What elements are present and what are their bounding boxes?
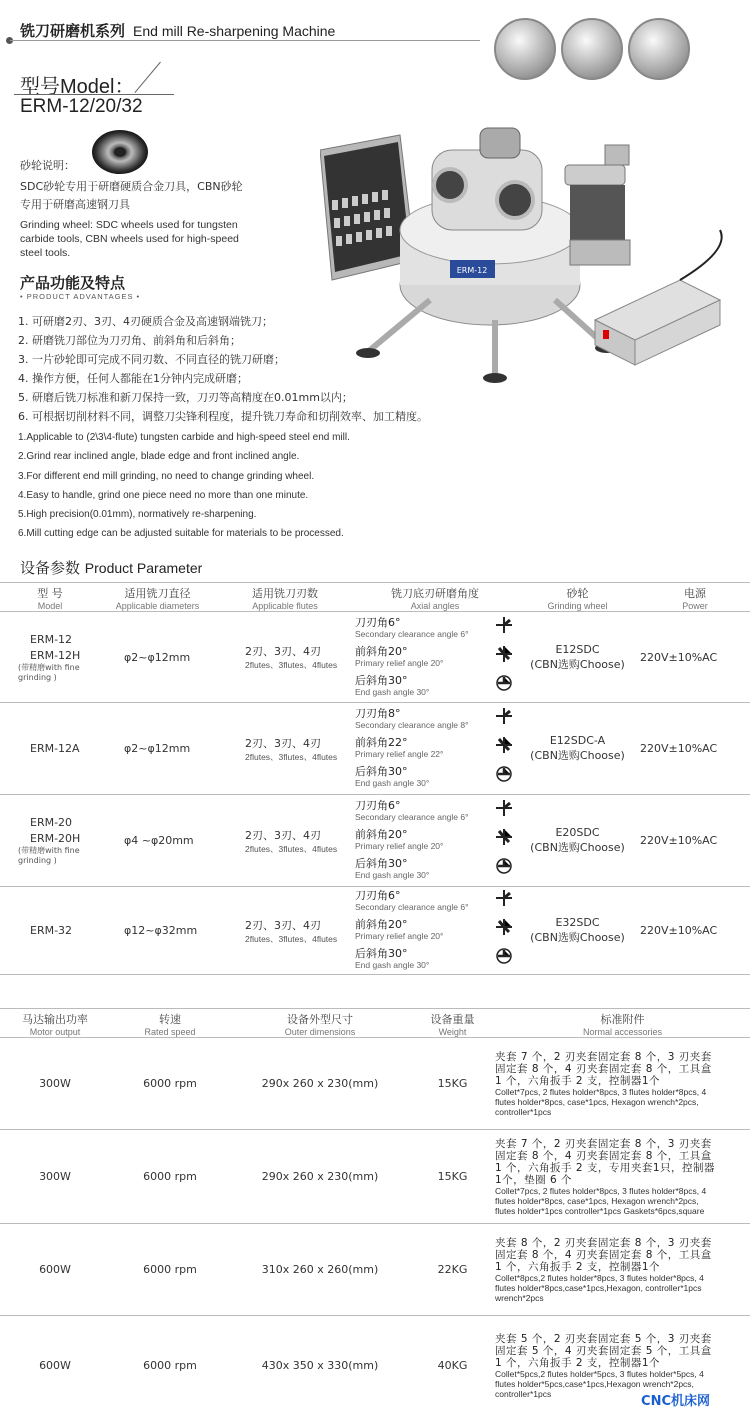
list-item: 4.Easy to handle, grind one piece need no more than one minute. (18, 489, 309, 501)
dimensions-cell: 310x 260 x 260(mm) (261, 1263, 379, 1276)
power-cell: 220V±10%AC (640, 650, 718, 664)
angles-cell (355, 795, 515, 887)
wheel-title: 砂轮说明： (20, 159, 75, 172)
flutes-en: 2flutes、3flutes、4flutes (245, 933, 338, 944)
wheel-desc-zh-2: 专用于研磨高速钢刀具 (20, 198, 130, 211)
accessories-cell (495, 1038, 750, 1130)
end-mill-thumbnail-1 (494, 18, 556, 80)
power-cell: 220V±10%AC (640, 924, 718, 937)
advantages-en-list (18, 428, 350, 544)
end-mill-thumbnail-2 (561, 18, 623, 80)
wheel-option: (CBN选购Choose) (530, 657, 625, 671)
accessories-zh: 夹套 7 个，2 刃夹套固定套 8 个，3 刃夹套固定套 8 个，4 刃夹套固定套 8 个，工具盒 1 个，六角扳手 2 支，控制器1个 (495, 1050, 712, 1087)
angle-item: 刀刃角6° Secondary clearance angle 6° (355, 614, 515, 643)
accessories-cell (495, 1130, 750, 1224)
dimensions-cell: 290x 260 x 230(mm) (261, 1077, 379, 1090)
col-power: 电源 Power (682, 587, 708, 611)
weight-cell: 15KG (437, 1077, 468, 1090)
wheel-option: (CBN选购Choose) (530, 749, 625, 762)
model-cell (0, 887, 100, 975)
table-row (0, 795, 750, 887)
title-zh: 铣刀研磨机系列 (20, 22, 126, 40)
motor-cell: 600W (39, 1263, 71, 1276)
page-title (20, 20, 335, 41)
cutter-profile-icon (495, 707, 513, 725)
cutter-profile-icon (495, 765, 513, 783)
flutes-zh: 2刃、3刃、4刃 (245, 918, 321, 932)
list-item: 6. 可根据切削材料不同，调整刀尖锋利程度，提升铣刀寿命和切削效率、加工精度。 (18, 410, 428, 423)
wheel-cell (515, 612, 640, 703)
table-row (0, 1316, 750, 1416)
wheel-option: (CBN选购Choose) (530, 841, 625, 854)
angle-item: 前斜角20° Primary relief angle 20° (355, 826, 515, 855)
accessories-zh: 夹套 7 个，2 刃夹套固定套 8 个，3 刃夹套固定套 8 个，4 刃夹套固定套 8 个，工具盒 1 个，六角扳手 2 支，专用夹套1只，控制器1个，垫圈 6 个 (495, 1137, 716, 1186)
angle-item: 刀刃角6° Secondary clearance angle 6° (355, 797, 515, 826)
angles-cell (355, 612, 515, 703)
angle-item: 后斜角30° End gash angle 30° (355, 855, 515, 884)
accessories-en: Collet*7pcs, 2 flutes holder*8pcs, 3 flutes holder*8pcs, 4 flutes holder*8pcs, case*1pcs, Hexagon wrench*2pcs, flutes holder*1pcs controller*1pcs Gaskets*6pcs,square (495, 1185, 707, 1216)
dimensions-cell: 430x 350 x 330(mm) (261, 1359, 379, 1373)
diameter-cell: φ12~φ32mm (124, 924, 198, 937)
col-weight: 设备重量 Weight (430, 1013, 475, 1037)
model-value: ERM-12/20/32 (20, 96, 143, 117)
model-label: 型号Model： (20, 76, 135, 98)
advantages-title: 产品功能及特点 (20, 274, 126, 292)
list-item: 1. 可研磨2刃、3刃、4刃硬质合金及高速钢端铣刀； (18, 315, 273, 328)
parameter-table (0, 582, 750, 975)
angles-cell (355, 887, 515, 975)
title-en: End mill Re-sharpening Machine (133, 23, 336, 39)
parameter-title (20, 557, 202, 578)
list-item: 3.For different end mill grinding, no need to change grinding wheel. (18, 470, 315, 482)
wheel-name: E12SDC (555, 642, 600, 656)
col-dimensions: 设备外型尺寸 Outer dimensions (284, 1013, 356, 1037)
angle-item: 刀刃角8° Secondary clearance angle 8° (355, 705, 515, 734)
model-name-alt: ERM-20H (30, 832, 81, 845)
angle-item: 前斜角22° Primary relief angle 22° (355, 734, 515, 763)
model-note: (带精磨with fine grinding ) (18, 846, 80, 865)
angle-item: 刀刃角6° Secondary clearance angle 6° (355, 887, 515, 916)
speed-cell: 6000 rpm (143, 1077, 197, 1090)
wheel-cell (515, 887, 640, 975)
flutes-en: 2flutes、3flutes、4flutes (245, 660, 338, 670)
flutes-cell (215, 703, 355, 795)
motor-cell: 300W (39, 1170, 71, 1183)
diameter-cell: φ2~φ12mm (124, 742, 191, 755)
title-rule (10, 40, 480, 41)
cutter-profile-icon (495, 889, 513, 907)
table-row (0, 612, 750, 703)
list-item: 2.Grind rear inclined angle, blade edge and front inclined angle. (18, 451, 300, 463)
cutter-profile-icon (495, 918, 513, 936)
model-name-alt: ERM-12H (30, 648, 81, 662)
flutes-cell (215, 887, 355, 975)
model-name: ERM-20 (30, 816, 73, 829)
angle-item: 前斜角20° Primary relief angle 20° (355, 916, 515, 945)
model-cell (0, 703, 100, 795)
wheel-desc-zh-1: SDC砂轮专用于研磨硬质合金刀具，CBN砂轮 (20, 180, 243, 193)
cutter-profile-icon (495, 799, 513, 817)
diameter-cell: φ2~φ12mm (124, 650, 191, 664)
list-item: 1.Applicable to (2\3\4-flute) tungsten carbide and high-speed steel end mill. (18, 432, 350, 443)
wheel-cell (515, 703, 640, 795)
table-header-row (0, 1009, 750, 1038)
angle-item: 前斜角20° Primary relief angle 20° (355, 643, 515, 672)
weight-cell: 22KG (437, 1263, 468, 1276)
model-name: ERM-12 (30, 632, 73, 646)
speed-cell: 6000 rpm (143, 1359, 197, 1373)
wheel-desc-en-1: Grinding wheel: SDC wheels used for tungsten (20, 219, 238, 231)
list-item: 4. 操作方便，任何人都能在1分钟内完成研磨； (18, 372, 248, 385)
power-cell: 220V±10%AC (640, 742, 718, 755)
list-item: 6.Mill cutting edge can be adjusted suitable for materials to be processed. (18, 528, 344, 540)
model-slash (134, 62, 160, 93)
angle-item: 后斜角30° End gash angle 30° (355, 672, 515, 701)
accessories-zh: 夹套 8 个，2 刃夹套固定套 8 个，3 刃夹套固定套 8 个，4 刃夹套固定套 8 个，工具盒 1 个，六角扳手 2 支，控制器1个 (495, 1236, 712, 1273)
wheel-name: E32SDC (555, 916, 600, 929)
wheel-option: (CBN选购Choose) (530, 931, 625, 944)
model-cell (0, 795, 100, 887)
flutes-cell (215, 612, 355, 703)
accessories-cell (495, 1224, 750, 1316)
end-mill-thumbnail-3 (628, 18, 690, 80)
col-model: 型 号 Model (37, 587, 63, 611)
model-cell (0, 612, 100, 703)
model-name: ERM-32 (30, 924, 73, 937)
col-angles: 铣刀底刃研磨角度 Axial angles (391, 587, 479, 611)
angles-cell (355, 703, 515, 795)
flutes-en: 2flutes、3flutes、4flutes (245, 843, 338, 854)
list-item: 3. 一片砂轮即可完成不同刃数、不同直径的铣刀研磨； (18, 353, 285, 366)
speed-cell: 6000 rpm (143, 1170, 197, 1183)
table-row (0, 1038, 750, 1130)
parameter-title-zh: 设备参数 (20, 559, 81, 577)
col-speed: 转速 Rated speed (144, 1013, 196, 1037)
cutter-profile-icon (495, 645, 513, 663)
flutes-en: 2flutes、3flutes、4flutes (245, 751, 338, 762)
motor-cell: 300W (39, 1077, 71, 1090)
wheel-name: E12SDC-A (549, 734, 606, 747)
table-row (0, 1130, 750, 1224)
cutter-profile-icon (495, 674, 513, 692)
wheel-desc-en-3: steel tools. (20, 247, 71, 259)
list-item: 5. 研磨后铣刀标准和新刀保持一致，刀刃等高精度在0.01mm以内； (18, 391, 353, 404)
spec-table (0, 1008, 750, 1416)
model-divider (14, 94, 174, 95)
cutter-profile-icon (495, 736, 513, 754)
advantages-subtitle: • PRODUCT ADVANTAGES • (20, 292, 141, 301)
cutter-profile-icon (495, 947, 513, 965)
table-row (0, 1224, 750, 1316)
machine-brand-label: ERM-12 (456, 266, 488, 275)
table-row (0, 887, 750, 975)
weight-cell: 15KG (437, 1170, 468, 1183)
wheel-cell (515, 795, 640, 887)
accessories-en: Collet*5pcs,2 flutes holder*5pcs, 3 flutes holder*5pcs, 4 flutes holder*5pcs,case*1pcs,Hexagon wrench*2pcs, controller*1pcs (495, 1368, 704, 1399)
parameter-title-en: Product Parameter (84, 560, 203, 576)
model-note: (带精磨with fine grinding ) (18, 662, 80, 682)
motor-cell: 600W (39, 1359, 71, 1373)
cutter-profile-icon (495, 616, 513, 634)
weight-cell: 40KG (437, 1359, 468, 1373)
grinding-wheel-image (92, 130, 148, 174)
accessories-cell (495, 1316, 750, 1416)
site-watermark: CNC机床网 (641, 1394, 710, 1409)
machine-illustration (320, 110, 740, 390)
flutes-zh: 2刃、3刃、4刃 (245, 645, 321, 658)
flutes-zh: 2刃、3刃、4刃 (245, 736, 321, 750)
col-flutes: 适用铣刀刃数 Applicable flutes (252, 587, 318, 611)
table-header-row (0, 583, 750, 612)
diameter-cell: φ4 ~φ20mm (124, 834, 194, 847)
accessories-zh: 夹套 5 个，2 刃夹套固定套 5 个，3 刃夹套固定套 5 个，4 刃夹套固定套 5 个，工具盒 1 个，六角扳手 2 支，控制器1个 (495, 1332, 712, 1369)
speed-cell: 6000 rpm (143, 1263, 197, 1276)
angle-item: 后斜角30° End gash angle 30° (355, 945, 515, 974)
power-cell: 220V±10%AC (640, 834, 718, 847)
wheel-desc-en-2: carbide tools, CBN wheels used for high-speed (20, 233, 239, 245)
cutter-profile-icon (495, 828, 513, 846)
cutter-profile-icon (495, 857, 513, 875)
flutes-cell (215, 795, 355, 887)
table-row (0, 703, 750, 795)
col-motor: 马达输出功率 Motor output (22, 1013, 88, 1037)
col-accessories: 标准附件 Normal accessories (582, 1013, 663, 1037)
dimensions-cell: 290x 260 x 230(mm) (261, 1170, 379, 1183)
col-wheel: 砂轮 Grinding wheel (547, 587, 608, 611)
accessories-en: Collet*7pcs, 2 flutes holder*8pcs, 3 flutes holder*8pcs, 4 flutes holder*8pcs, case*1pcs, Hexagon wrench*2pcs, controller*1pcs (495, 1086, 707, 1117)
accessories-en: Collet*8pcs,2 flutes holder*8pcs, 3 flutes holder*8pcs, 4 flutes holder*8pcs,case*1pcs,Hexagon, controller*1pcs wrench*2pcs (495, 1272, 704, 1303)
flutes-zh: 2刃、3刃、4刃 (245, 828, 321, 842)
wheel-name: E20SDC (555, 826, 600, 839)
angle-item: 后斜角30° End gash angle 30° (355, 763, 515, 792)
col-diameter: 适用铣刀直径 Applicable diameters (115, 587, 200, 611)
list-item: 5.High precision(0.01mm), normatively re-sharpening. (18, 509, 257, 521)
model-name: ERM-12A (30, 742, 80, 755)
list-item: 2. 研磨铣刀部位为刀刃角、前斜角和后斜角； (18, 334, 241, 347)
